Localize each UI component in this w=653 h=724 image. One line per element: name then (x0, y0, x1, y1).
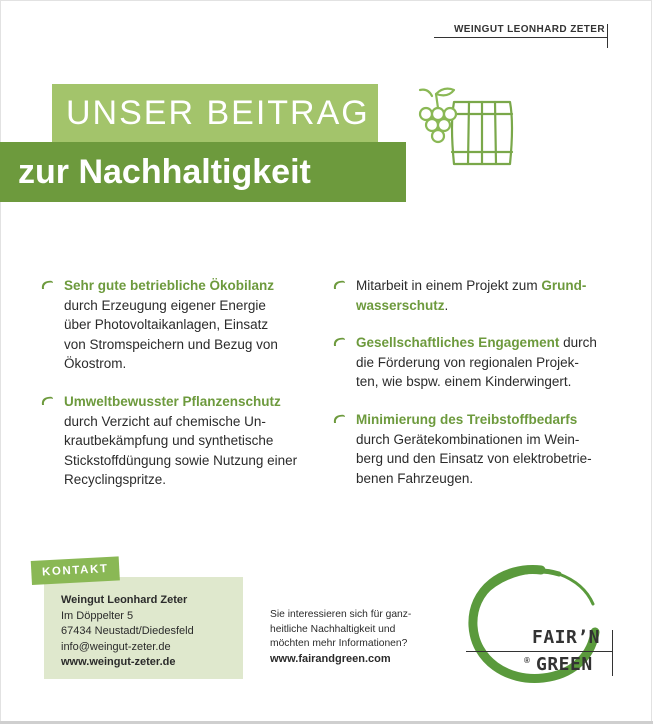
item-text-line: Stickstoffdüngung sowie Nutzung einer (64, 452, 298, 468)
leaf-bullet-icon (40, 395, 55, 407)
item-text-line: krautbekämpfung und synthetische (64, 433, 274, 449)
logo-word-green: GREEN (536, 654, 593, 675)
item-text-line: Recyclingspritze. (64, 472, 167, 488)
item-text-line: durch Verzicht auf chemische Un- (64, 413, 266, 429)
title-line-1: UNSER BEITRAG (52, 84, 378, 142)
item-text-line: über Photovoltaikanlagen, Einsatz (64, 317, 269, 333)
brand-rule (434, 37, 608, 38)
leaf-bullet-icon (332, 413, 347, 425)
grapes-barrel-icon (414, 84, 520, 168)
info-line: möchten mehr Informationen? (270, 638, 408, 650)
contact-website[interactable]: www.weingut-zeter.de (61, 656, 176, 669)
item-text-line: Ökostrom. (64, 356, 127, 372)
contact-email[interactable]: info@weingut-zeter.de (61, 640, 171, 653)
list-item (332, 276, 614, 315)
item-text-line: von Stromspeichern und Bezug von (64, 336, 278, 352)
contact-label: KONTAKT (31, 556, 120, 585)
leaf-bullet-icon (332, 279, 347, 291)
benefits-left-column (40, 276, 320, 508)
title-line-2: zur Nachhaltigkeit (0, 142, 406, 202)
leaf-bullet-icon (332, 336, 347, 348)
item-highlight: wasserschutz (356, 297, 445, 313)
list-item (332, 333, 614, 392)
item-text-line: durch Erzeugung eigener Energie (64, 297, 266, 313)
item-text: . (444, 297, 449, 313)
item-text-line: die Förderung von regionalen Projek- (356, 354, 579, 370)
info-line: heitliche Nachhaltigkeit und (270, 623, 396, 635)
logo-word-fair: FAIR’N (532, 627, 601, 648)
brand-vertical-rule (607, 24, 608, 48)
info-line: Sie interessieren sich für ganz- (270, 609, 412, 620)
item-highlight: Sehr gute betriebliche Ökobilanz (64, 278, 275, 293)
item-text-line: benen Fahrzeugen. (356, 470, 474, 486)
logo-rule (466, 651, 612, 652)
item-highlight: Grund- (541, 278, 587, 293)
contact-city: 67434 Neustadt/Diedesfeld (61, 625, 194, 638)
contact-street: Im Döppelter 5 (61, 609, 134, 622)
item-text: Mitarbeit in einem Projekt zum (356, 278, 542, 293)
benefits-right-column (332, 276, 614, 506)
item-highlight: Minimierung des Treibstoffbedarfs (356, 411, 578, 427)
item-text-line: durch Gerätekombinationen im Wein- (356, 431, 580, 447)
contact-name: Weingut Leonhard Zeter (61, 594, 188, 606)
list-item (332, 410, 614, 488)
list-item (40, 276, 320, 374)
logo-registered-mark: ® (524, 656, 530, 665)
item-highlight: Umweltbewusster Pflanzenschutz (64, 393, 281, 409)
info-link[interactable]: www.fairandgreen.com (270, 652, 391, 665)
info-text-block (270, 608, 450, 666)
logo-vertical-rule (612, 630, 613, 676)
leaf-bullet-icon (40, 279, 55, 291)
contact-box (44, 577, 243, 679)
brand-name: WEINGUT LEONHARD ZETER (453, 24, 605, 35)
item-text-line: ten, wie bspw. einem Kinderwingert. (356, 374, 572, 390)
list-item (40, 392, 320, 490)
item-text: durch (559, 335, 597, 351)
item-highlight: Gesellschaftliches Engagement (356, 335, 560, 351)
item-text-line: berg und den Einsatz von elektrobetrie- (356, 451, 592, 467)
